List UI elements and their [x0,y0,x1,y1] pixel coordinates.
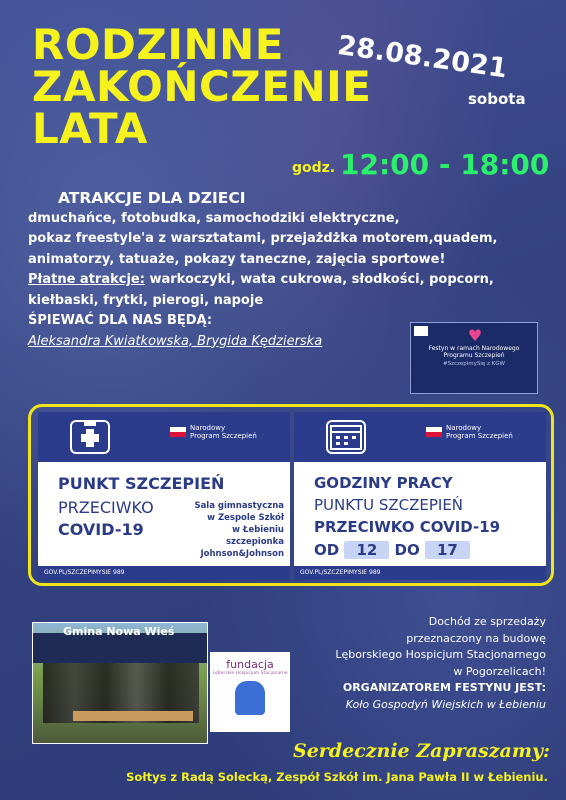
donation-info [292,614,546,713]
card2-line-3: PRZECIWKO COVID-19 [314,518,501,536]
foundation-sub: Lęborskie Hospicjum Stacjonarne [212,671,288,676]
place-line-3: w Łebieniu [232,525,284,535]
program-line-2: Program Szczepień [190,432,257,440]
card-header [38,412,290,462]
paid-line-1: warkoczyki, wata cukrowa, słodkości, popcorn, [144,272,494,287]
card1-place [164,500,284,560]
footer-hosts: Sołtys z Radą Solecką, Zespół Szkół im. Jana Pawła II w Łebieniu. [126,770,548,784]
program-line-2: Program Szczepień [446,432,513,440]
invite-text: Serdecznie Zapraszamy: [292,740,550,762]
event-hours: 12:00 - 18:00 [340,148,550,181]
program-line-1: Narodowy [446,424,482,432]
card1-footer: GOV.PL/SZCZEPIMYSIE 989 [38,566,290,580]
organizer-heading: ORGANIZATOREM FESTYNU JEST: [342,681,546,694]
event-date: 28.08.2021 [335,30,510,85]
program-line-1: Narodowy [190,424,226,432]
poland-flag-icon [170,427,186,437]
singers-heading: ŚPIEWAĆ DLA NAS BĘDĄ: [28,313,213,328]
foundation-name: fundacja [226,658,274,671]
photo-banner: Gmina Nowa Wieś [63,625,175,638]
card-body [294,462,546,566]
card1-line-3: COVID-19 [58,520,144,539]
info-line-4: w Pogorzelicach! [453,664,546,678]
program-label [190,424,257,440]
festyn-tag: #SzczepimySię z KGW [442,361,505,367]
info-line-2: przeznaczony na budowę [406,631,546,645]
paid-attractions [28,270,538,291]
paid-line-2: kiełbaski, frytki, pierogi, napoje [28,292,264,308]
singers-names: Aleksandra Kwiatkowska, Brygida Kędzierska [28,333,323,349]
card1-line-2: PRZECIWKO [58,498,154,517]
program-label [446,424,513,440]
info-line-1: Dochód ze sprzedaży [428,615,546,628]
event-day: sobota [468,90,526,108]
title-line-1: RODZINNE [32,20,284,69]
card2-line-2: PUNKTU SZCZEPIEŃ [314,496,464,514]
poland-flag-icon [426,427,442,437]
vaccine-type: szczepionka Johnson&Johnson [200,537,284,559]
attractions-line: pokaz freestyle'a z warsztatami, przejażdżka motorem,quadem, [28,231,498,246]
paid-label: Płatne atrakcje: [28,272,145,287]
info-line-3: Lęborskiego Hospicjum Stacjonarnego [335,648,546,661]
title-line-3: LATA [32,104,148,153]
card2-footer: GOV.PL/SZCZEPIMYSIE 989 [294,566,546,580]
to-value: 17 [425,541,470,559]
heart-icon: ♥ [467,326,483,345]
logo-mark [414,326,428,336]
attractions-line: animatorzy, tatuaże, pokazy taneczne, zajęcia sportowe! [28,251,446,267]
card1-line-1: PUNKT SZCZEPIEŃ [58,474,225,493]
festyn-badge [410,322,538,394]
card2-hours-range [314,541,470,559]
card-header [294,412,546,462]
festyn-text: Festyn w ramach Narodowego Programu Szczepień [428,345,520,359]
vaccination-hours-card [294,412,546,580]
calendar-icon [326,420,366,454]
attractions-heading: ATRAKCJE DLA DZIECI [58,189,246,207]
hours-label: godz. [292,160,336,176]
organizer-name: Koło Gospodyń Wiejskich w Łebieniu [345,697,546,711]
first-aid-icon [70,420,110,454]
from-label: OD [314,541,340,559]
card2-line-1: GODZINY PRACY [314,474,453,492]
to-label: DO [394,541,420,559]
attractions-line: dmuchańce, fotobudka, samochodziki elektryczne, [28,210,400,226]
hand-heart-icon [235,681,265,715]
event-title [32,20,372,153]
from-value: 12 [344,541,389,559]
card-body [38,462,290,566]
place-line-1: Sala gimnastyczna [194,501,284,511]
foundation-logo [210,652,290,732]
title-line-2: ZAKOŃCZENIE [32,62,372,111]
kgw-photo [32,622,208,744]
place-line-2: w Zespole Szkół [207,513,284,523]
stall-table [73,711,193,721]
vaccination-point-card [38,412,290,580]
